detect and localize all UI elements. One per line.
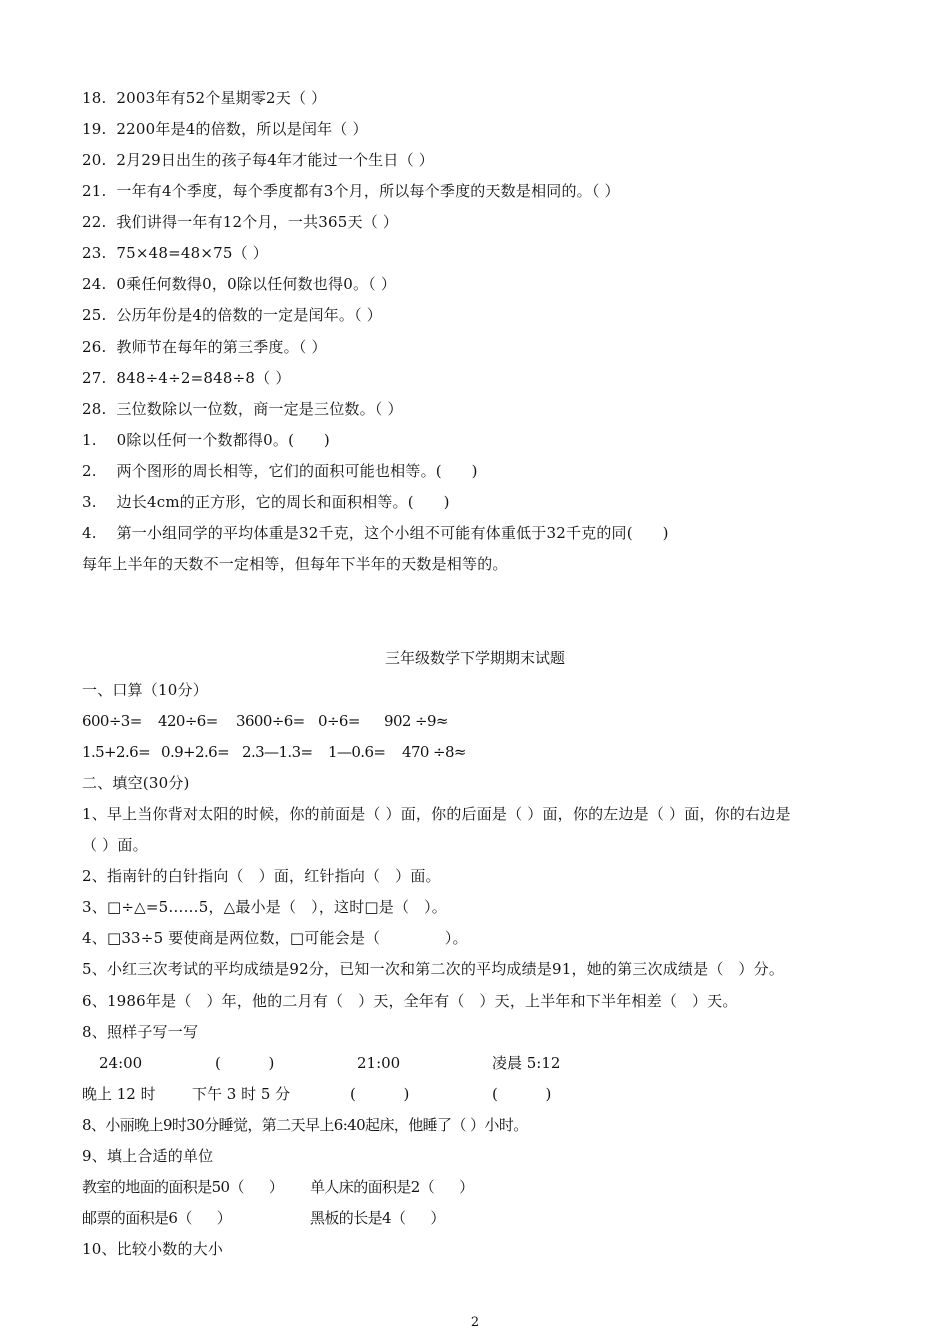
judgement-item: 23. 75×48=48×75（ ） [82, 244, 269, 262]
oral-problem: 0÷6= [318, 712, 360, 730]
fill-question: 10、比较小数的大小 [82, 1240, 224, 1258]
time-blank: ( ) [350, 1085, 410, 1103]
fill-question: 9、填上合适的单位 [82, 1147, 214, 1165]
judgement-item: 21. 一年有4个季度，每个季度都有3个月，所以每个季度的天数是相同的。（ ） [82, 182, 620, 200]
page-number: 2 [470, 1315, 480, 1330]
oral-problem: 1—0.6= [328, 743, 386, 761]
judgement-item: 18. 2003年有52个星期零2天（ ） [82, 89, 327, 107]
oral-problem: 1.5+2.6= [82, 743, 151, 761]
judgement-item: 1. 0除以任何一个数都得0。( ) [82, 431, 330, 449]
time-example: 晚上 12 时 [82, 1085, 156, 1103]
exam-title: 三年级数学下学期期末试题 [384, 649, 565, 667]
time-example: 21:00 [357, 1054, 401, 1072]
oral-problem: 3600÷6= [236, 712, 305, 730]
fill-question: 6、1986年是（ ）年，他的二月有（ ）天，全年有（ ）天，上半年和下半年相差（ ）天。 [82, 992, 738, 1010]
fill-question: 4、□33÷5 要使商是两位数，□可能会是（ ）。 [82, 929, 468, 947]
time-blank: ( ) [215, 1054, 275, 1072]
time-example: 24:00 [99, 1054, 143, 1072]
section-heading-fill: 二、填空(30分) [82, 774, 190, 792]
judgement-item: 28. 三位数除以一位数，商一定是三位数。（ ） [82, 400, 403, 418]
judgement-item: 22. 我们讲得一年有12个月，一共365天（ ） [82, 213, 399, 231]
time-example: 下午 3 时 5 分 [192, 1085, 291, 1103]
judgement-item: 27. 848÷4÷2=848÷8（ ） [82, 369, 291, 387]
unit-blank: 邮票的面积是6（ ） [82, 1209, 232, 1227]
time-example: 凌晨 5:12 [492, 1054, 561, 1072]
judgement-item: 24. 0乘任何数得0，0除以任何数也得0。（ ） [82, 275, 397, 293]
judgement-item: 3. 边长4cm的正方形，它的周长和面积相等。( ) [82, 493, 450, 511]
fill-question: 8、照样子写一写 [82, 1023, 199, 1041]
unit-blank: 教室的地面的面积是50（ ） [82, 1178, 284, 1196]
oral-problem: 902 ÷9≈ [384, 712, 448, 730]
judgement-item: 19. 2200年是4的倍数，所以是闰年（ ） [82, 120, 368, 138]
judgement-item: 20. 2月29日出生的孩子每4年才能过一个生日（ ） [82, 151, 434, 169]
fill-question: 1、早上当你背对太阳的时候，你的前面是（ ）面，你的后面是（ ）面，你的左边是（ ）面，你的右边是 [82, 805, 791, 823]
unit-blank: 单人床的面积是2（ ） [310, 1178, 474, 1196]
judgement-item: 25. 公历年份是4的倍数的一定是闰年。（ ） [82, 306, 383, 324]
judgement-item: 26. 教师节在每年的第三季度。（ ） [82, 338, 327, 356]
section-heading-oral: 一、口算（10分） [82, 681, 208, 699]
fill-question: 5、小红三次考试的平均成绩是92分，已知一次和第二次的平均成绩是91，她的第三次成绩是（ ）分。 [82, 960, 785, 978]
time-blank: ( ) [492, 1085, 552, 1103]
judgement-item: 每年上半年的天数不一定相等，但每年下半年的天数是相等的。 [82, 555, 508, 573]
fill-question: （ ）面。 [82, 836, 148, 854]
oral-problem: 470 ÷8≈ [402, 743, 466, 761]
fill-question: 8、小丽晚上9时30分睡觉，第二天早上6:40起床，他睡了（ ）小时。 [82, 1116, 528, 1134]
oral-problem: 600÷3= [82, 712, 142, 730]
oral-problem: 0.9+2.6= [161, 743, 230, 761]
oral-problem: 2.3—1.3= [242, 743, 313, 761]
judgement-item: 2. 两个图形的周长相等，它们的面积可能也相等。( ) [82, 462, 478, 480]
unit-blank: 黑板的长是4（ ） [310, 1209, 445, 1227]
fill-question: 2、指南针的白针指向（ ）面，红针指向（ ）面。 [82, 867, 441, 885]
oral-problem: 420÷6= [158, 712, 218, 730]
fill-question: 3、□÷△=5……5，△最小是（ ），这时□是（ ）。 [82, 898, 447, 916]
judgement-item: 4. 第一小组同学的平均体重是32千克，这个小组不可能有体重低于32千克的同( ) [82, 524, 669, 542]
